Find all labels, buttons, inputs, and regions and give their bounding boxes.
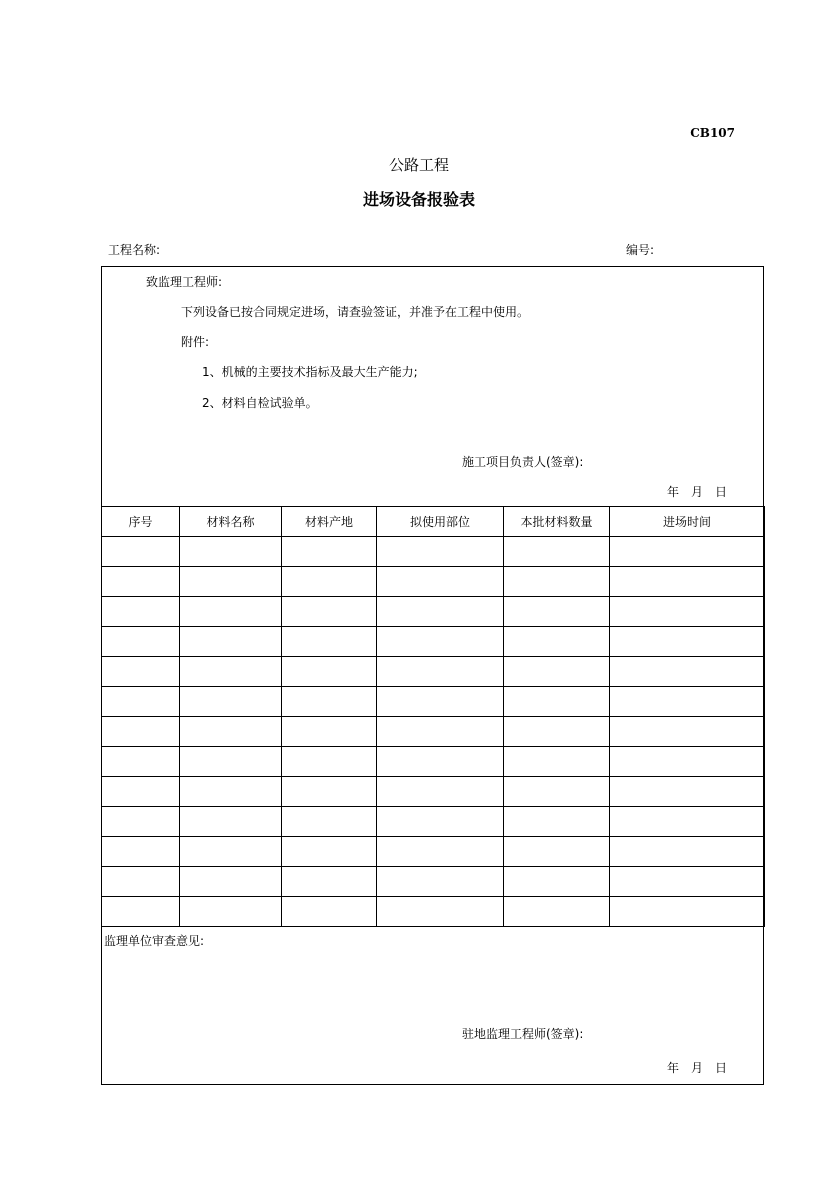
table-row	[102, 747, 765, 777]
table-row	[102, 537, 765, 567]
table-cell[interactable]	[610, 717, 765, 747]
table-cell[interactable]	[282, 537, 377, 567]
table-cell[interactable]	[102, 537, 180, 567]
table-cell[interactable]	[610, 777, 765, 807]
table-cell[interactable]	[282, 597, 377, 627]
table-cell[interactable]	[102, 717, 180, 747]
header-cell: 序号	[102, 507, 180, 537]
contractor-signature-label: 施工项目负责人(签章):	[462, 455, 584, 469]
table-cell[interactable]	[180, 747, 282, 777]
table-cell[interactable]	[180, 597, 282, 627]
table-cell[interactable]	[180, 687, 282, 717]
table-cell[interactable]	[504, 717, 610, 747]
table-cell[interactable]	[102, 687, 180, 717]
table-cell[interactable]	[504, 747, 610, 777]
number-label: 编号:	[626, 243, 655, 257]
table-row	[102, 897, 765, 927]
table-cell[interactable]	[377, 747, 504, 777]
letter-body: 下列设备已按合同规定进场，请查验签证，并准予在工程中使用。	[181, 305, 530, 319]
table-row	[102, 837, 765, 867]
table-cell[interactable]	[504, 807, 610, 837]
table-cell[interactable]	[377, 867, 504, 897]
table-cell[interactable]	[282, 657, 377, 687]
table-cell[interactable]	[180, 627, 282, 657]
table-cell[interactable]	[180, 897, 282, 927]
table-cell[interactable]	[282, 897, 377, 927]
table-cell[interactable]	[610, 807, 765, 837]
table-cell[interactable]	[610, 597, 765, 627]
table-cell[interactable]	[610, 837, 765, 867]
header-cell: 本批材料数量	[504, 507, 610, 537]
table-cell[interactable]	[180, 567, 282, 597]
table-cell[interactable]	[282, 747, 377, 777]
table-row	[102, 567, 765, 597]
table-cell[interactable]	[610, 657, 765, 687]
table-cell[interactable]	[610, 867, 765, 897]
table-row	[102, 867, 765, 897]
review-date: 年 月 日	[667, 1061, 728, 1075]
table-cell[interactable]	[180, 657, 282, 687]
table-row	[102, 597, 765, 627]
table-cell[interactable]	[377, 567, 504, 597]
review-label: 监理单位审查意见:	[104, 934, 205, 948]
table-cell[interactable]	[377, 777, 504, 807]
attachments-label: 附件:	[181, 335, 210, 349]
table-cell[interactable]	[610, 537, 765, 567]
table-cell[interactable]	[282, 687, 377, 717]
table-cell[interactable]	[102, 837, 180, 867]
table-cell[interactable]	[282, 717, 377, 747]
table-row	[102, 657, 765, 687]
table-row	[102, 807, 765, 837]
attachment-item: 1、机械的主要技术指标及最大生产能力;	[202, 365, 418, 379]
attachment-item: 2、材料自检试验单。	[202, 396, 318, 410]
table-cell[interactable]	[102, 897, 180, 927]
table-cell[interactable]	[610, 747, 765, 777]
table-cell[interactable]	[282, 777, 377, 807]
header-cell: 材料产地	[282, 507, 377, 537]
table-cell[interactable]	[282, 567, 377, 597]
table-cell[interactable]	[504, 687, 610, 717]
table-cell[interactable]	[282, 837, 377, 867]
table-cell[interactable]	[377, 687, 504, 717]
table-cell[interactable]	[377, 537, 504, 567]
table-cell[interactable]	[377, 807, 504, 837]
header-cell: 进场时间	[610, 507, 765, 537]
table-cell[interactable]	[180, 867, 282, 897]
table-cell[interactable]	[282, 867, 377, 897]
form-code: CB107	[690, 126, 735, 140]
header-cell: 材料名称	[180, 507, 282, 537]
form-subtitle: 公路工程	[388, 156, 449, 174]
table-row	[102, 777, 765, 807]
table-cell[interactable]	[102, 867, 180, 897]
table-cell[interactable]	[102, 567, 180, 597]
table-cell[interactable]	[102, 747, 180, 777]
table-cell[interactable]	[377, 657, 504, 687]
contractor-date: 年 月 日	[667, 485, 728, 499]
table-cell[interactable]	[610, 627, 765, 657]
table-cell[interactable]	[102, 657, 180, 687]
table-cell[interactable]	[102, 807, 180, 837]
table-cell[interactable]	[610, 897, 765, 927]
table-cell[interactable]	[610, 687, 765, 717]
supervisor-signature-label: 驻地监理工程师(签章):	[462, 1027, 584, 1041]
project-name-label: 工程名称:	[108, 243, 161, 257]
table-cell[interactable]	[504, 897, 610, 927]
table-cell[interactable]	[180, 837, 282, 867]
table-cell[interactable]	[504, 537, 610, 567]
table-cell[interactable]	[377, 627, 504, 657]
table-cell[interactable]	[377, 897, 504, 927]
table-cell[interactable]	[504, 657, 610, 687]
table-cell[interactable]	[282, 807, 377, 837]
table-cell[interactable]	[282, 627, 377, 657]
table-cell[interactable]	[504, 867, 610, 897]
table-row	[102, 687, 765, 717]
equipment-table	[101, 506, 765, 927]
table-cell[interactable]	[180, 777, 282, 807]
table-cell[interactable]	[504, 597, 610, 627]
table-cell[interactable]	[180, 807, 282, 837]
addressee: 致监理工程师:	[146, 275, 223, 289]
table-header-row	[102, 507, 765, 537]
table-cell[interactable]	[504, 567, 610, 597]
table-cell[interactable]	[102, 777, 180, 807]
table-cell[interactable]	[180, 717, 282, 747]
table-cell[interactable]	[610, 567, 765, 597]
table-cell[interactable]	[102, 597, 180, 627]
table-cell[interactable]	[180, 537, 282, 567]
table-cell[interactable]	[504, 837, 610, 867]
table-cell[interactable]	[377, 837, 504, 867]
header-cell: 拟使用部位	[377, 507, 504, 537]
form-title: 进场设备报验表	[362, 190, 475, 209]
table-row	[102, 717, 765, 747]
table-cell[interactable]	[102, 627, 180, 657]
table-cell[interactable]	[377, 717, 504, 747]
table-row	[102, 627, 765, 657]
table-cell[interactable]	[504, 627, 610, 657]
table-cell[interactable]	[377, 597, 504, 627]
table-cell[interactable]	[504, 777, 610, 807]
